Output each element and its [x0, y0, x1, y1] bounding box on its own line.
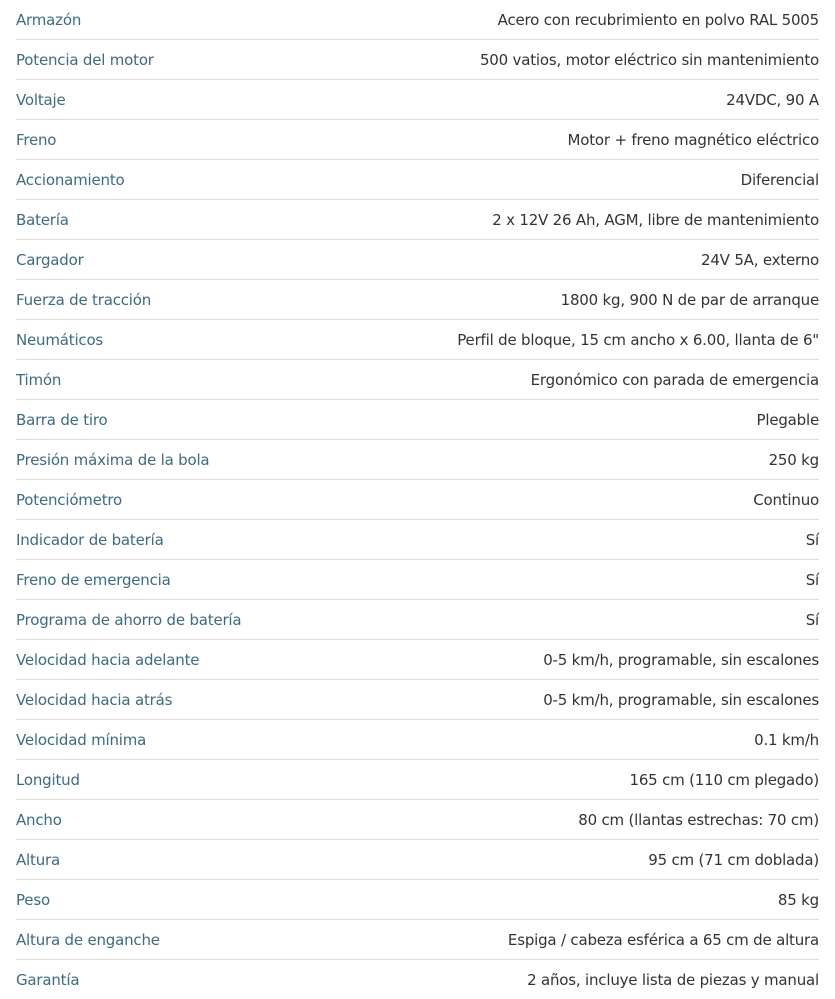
spec-label: Velocidad mínima	[16, 730, 147, 749]
spec-label: Timón	[16, 370, 62, 389]
spec-value: 0-5 km/h, programable, sin escalones	[543, 690, 819, 709]
spec-label: Voltaje	[16, 90, 66, 109]
spec-row-timon	[16, 360, 819, 400]
spec-value: 80 cm (llantas estrechas: 70 cm)	[578, 810, 819, 829]
spec-row-voltaje	[16, 80, 819, 120]
spec-row-accionamiento	[16, 160, 819, 200]
spec-label: Altura	[16, 850, 60, 869]
spec-value: 2 años, incluye lista de piezas y manual	[527, 970, 819, 989]
spec-value: Motor + freno magnético eléctrico	[567, 130, 819, 149]
spec-value: 1800 kg, 900 N de par de arranque	[560, 290, 819, 309]
spec-value: 2 x 12V 26 Ah, AGM, libre de mantenimiento	[492, 210, 819, 229]
spec-value: Diferencial	[740, 170, 819, 189]
spec-label: Neumáticos	[16, 330, 104, 349]
spec-value: 500 vatios, motor eléctrico sin mantenimiento	[479, 50, 819, 69]
spec-value: 24V 5A, externo	[701, 250, 819, 269]
spec-label: Barra de tiro	[16, 410, 108, 429]
spec-row-freno-emergencia	[16, 560, 819, 600]
spec-row-potenciometro	[16, 480, 819, 520]
spec-label: Peso	[16, 890, 50, 909]
spec-value: Ergonómico con parada de emergencia	[530, 370, 819, 389]
spec-value: Acero con recubrimiento en polvo RAL 5005	[497, 10, 819, 29]
spec-label: Presión máxima de la bola	[16, 450, 210, 469]
spec-row-neumaticos	[16, 320, 819, 360]
spec-label: Velocidad hacia adelante	[16, 650, 200, 669]
spec-row-velocidad-minima	[16, 720, 819, 760]
spec-label: Indicador de batería	[16, 530, 164, 549]
spec-label: Freno	[16, 130, 57, 149]
spec-value: 165 cm (110 cm plegado)	[629, 770, 819, 789]
spec-value: Sí	[805, 570, 819, 589]
spec-row-altura	[16, 840, 819, 880]
spec-row-freno	[16, 120, 819, 160]
spec-label: Garantía	[16, 970, 80, 989]
spec-value: Perfil de bloque, 15 cm ancho x 6.00, llanta de 6"	[457, 330, 819, 349]
spec-row-ahorro-bateria	[16, 600, 819, 640]
spec-label: Fuerza de tracción	[16, 290, 152, 309]
spec-label: Batería	[16, 210, 69, 229]
spec-value: Continuo	[753, 490, 819, 509]
spec-row-longitud	[16, 760, 819, 800]
spec-value: 250 kg	[768, 450, 819, 469]
spec-row-presion-bola	[16, 440, 819, 480]
spec-value: 85 kg	[777, 890, 819, 909]
spec-label: Altura de enganche	[16, 930, 160, 949]
spec-label: Potenciómetro	[16, 490, 123, 509]
spec-row-velocidad-adelante	[16, 640, 819, 680]
spec-label: Programa de ahorro de batería	[16, 610, 242, 629]
spec-row-fuerza-traccion	[16, 280, 819, 320]
spec-label: Potencia del motor	[16, 50, 154, 69]
spec-row-cargador	[16, 240, 819, 280]
spec-row-garantia	[16, 960, 819, 999]
spec-row-bateria	[16, 200, 819, 240]
spec-value: 0.1 km/h	[754, 730, 819, 749]
spec-row-armazon	[16, 0, 819, 40]
spec-row-altura-enganche	[16, 920, 819, 960]
spec-value: 95 cm (71 cm doblada)	[648, 850, 819, 869]
spec-value: Plegable	[756, 410, 819, 429]
spec-row-velocidad-atras	[16, 680, 819, 720]
spec-row-indicador-bateria	[16, 520, 819, 560]
spec-label: Accionamiento	[16, 170, 125, 189]
spec-label: Freno de emergencia	[16, 570, 171, 589]
spec-value: 24VDC, 90 A	[726, 90, 819, 109]
spec-row-ancho	[16, 800, 819, 840]
spec-label: Velocidad hacia atrás	[16, 690, 173, 709]
spec-row-potencia-motor	[16, 40, 819, 80]
spec-value: Espiga / cabeza esférica a 65 cm de altura	[507, 930, 819, 949]
spec-row-barra-tiro	[16, 400, 819, 440]
spec-row-peso	[16, 880, 819, 920]
spec-value: 0-5 km/h, programable, sin escalones	[543, 650, 819, 669]
spec-label: Longitud	[16, 770, 80, 789]
spec-value: Sí	[805, 530, 819, 549]
spec-label: Armazón	[16, 10, 82, 29]
spec-label: Cargador	[16, 250, 84, 269]
specifications-table	[16, 0, 819, 999]
spec-value: Sí	[805, 610, 819, 629]
spec-label: Ancho	[16, 810, 62, 829]
